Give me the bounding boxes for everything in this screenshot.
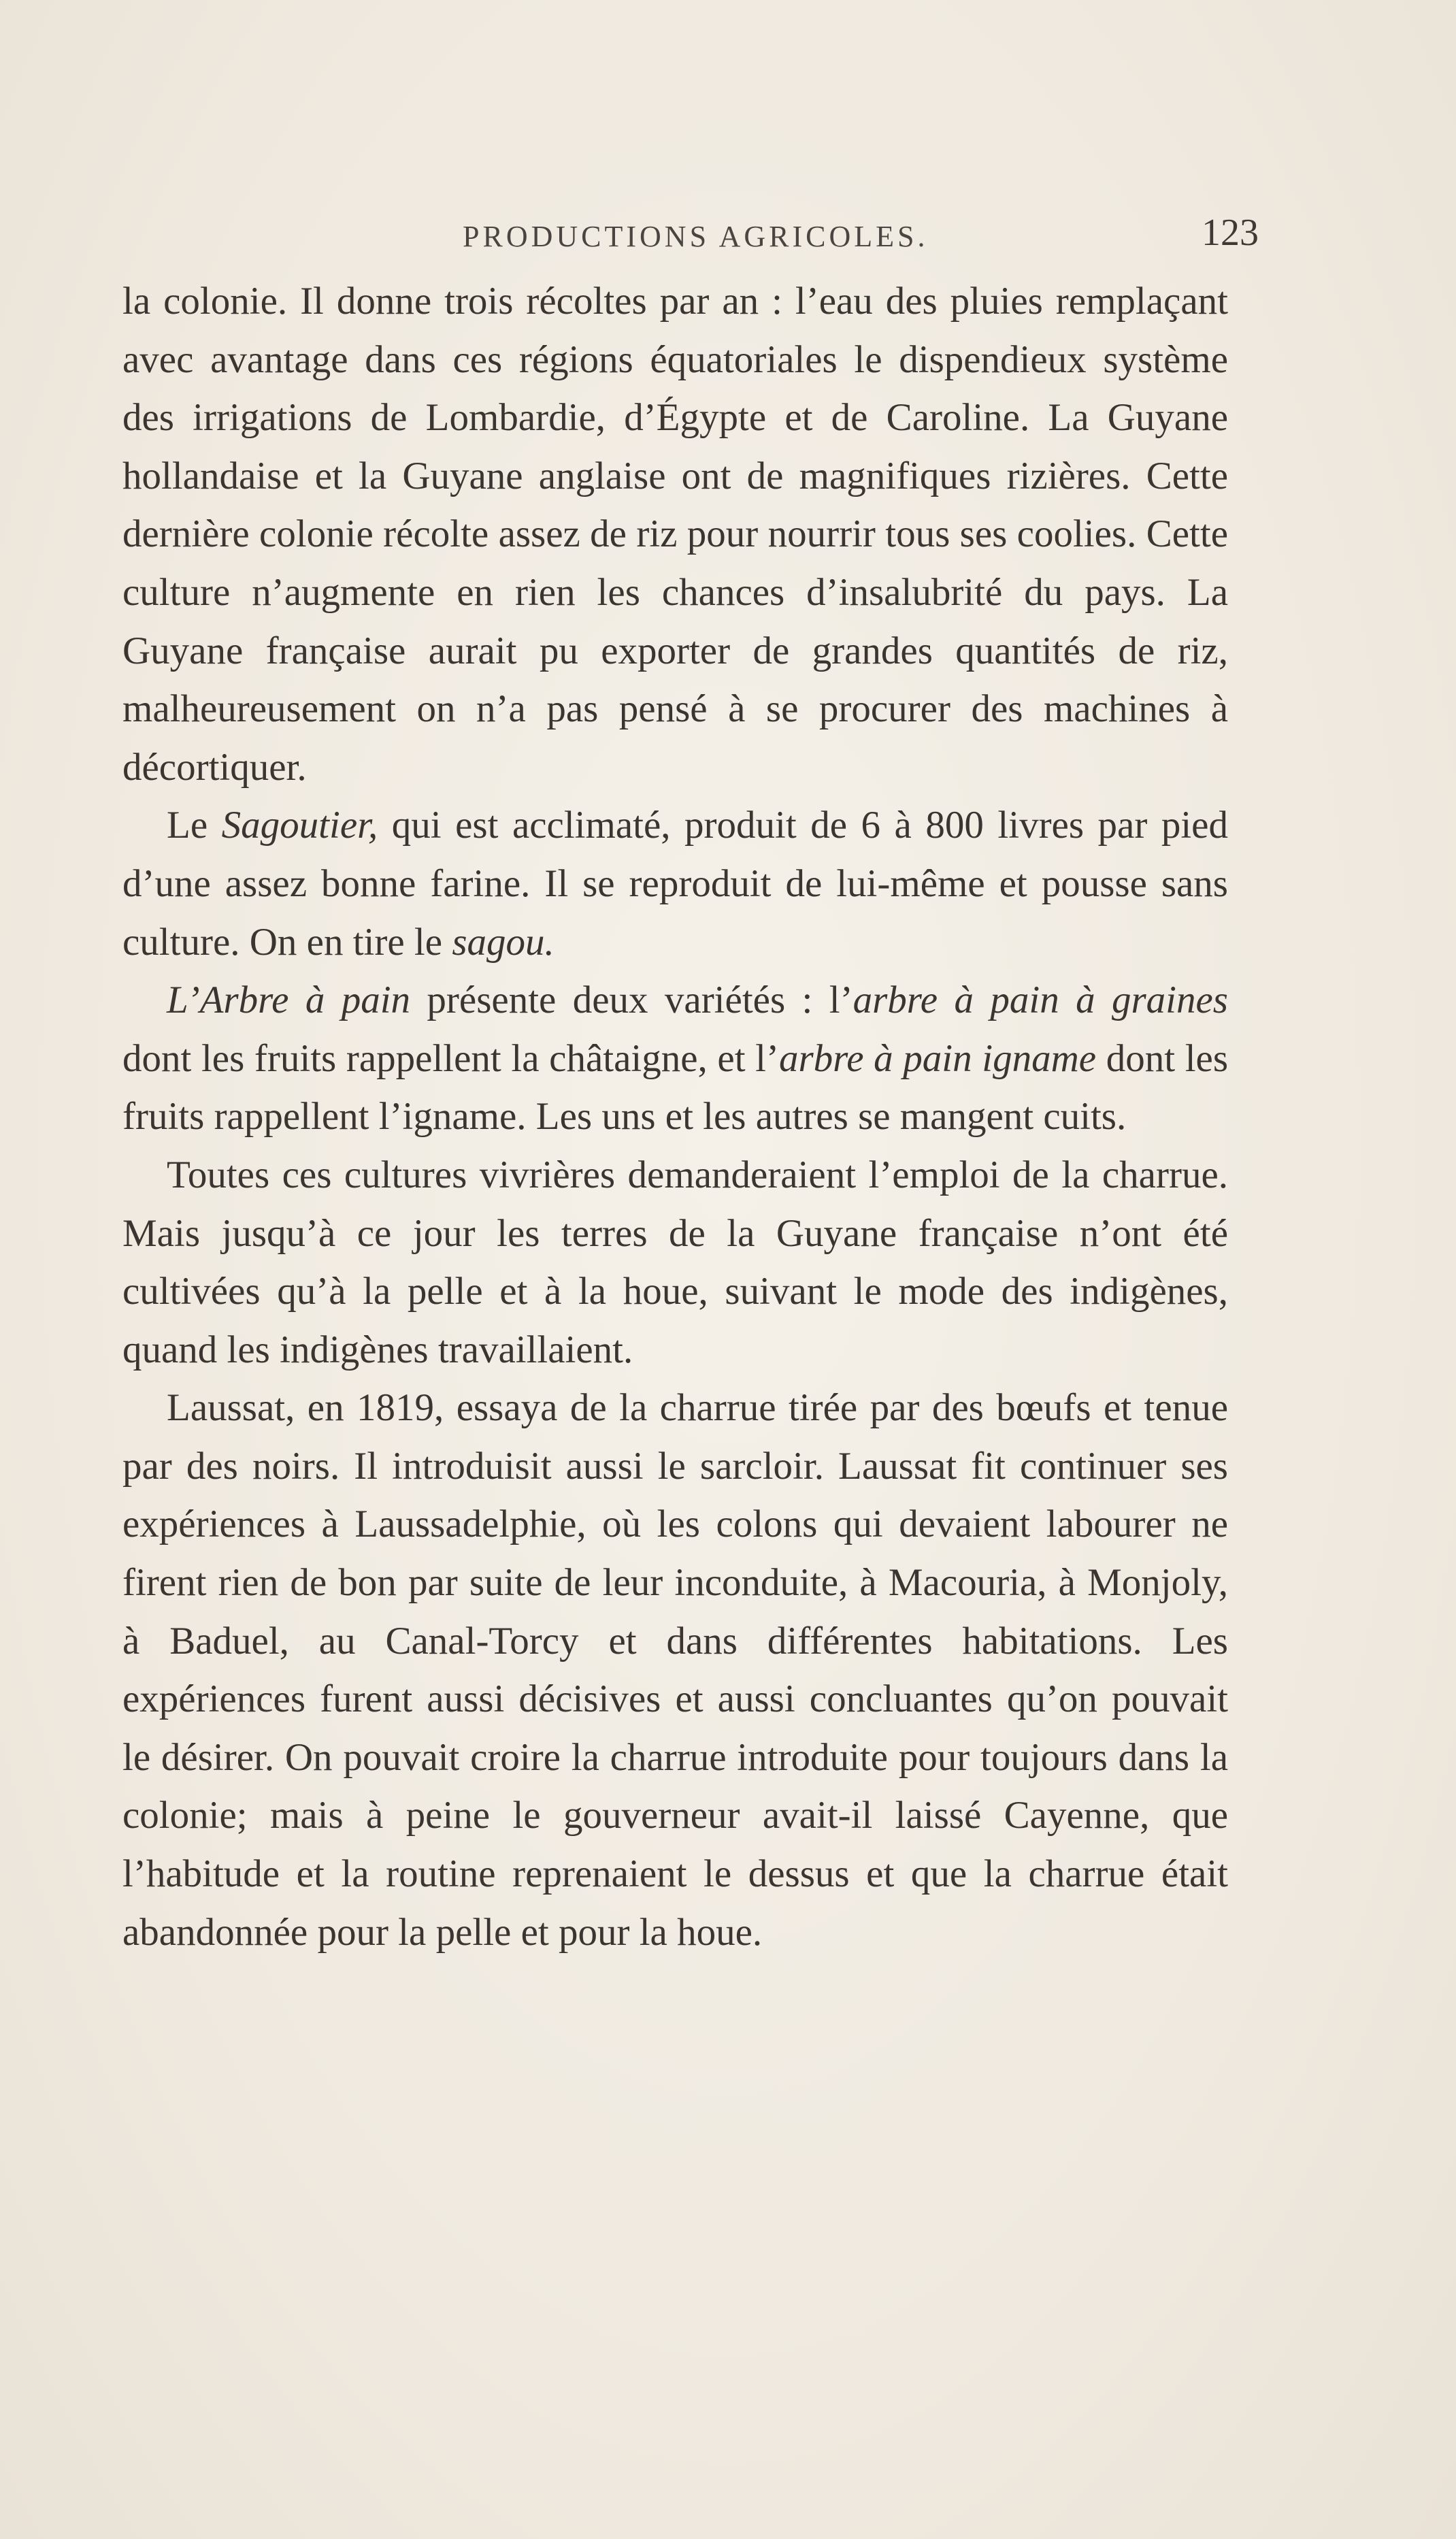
paragraph-arbre-a-pain — [122, 971, 1228, 1146]
paragraph-rice: la colonie. Il donne trois récoltes par an : l’eau des pluies remplaçant avec avantage dans ces régions équatoriales le dispendieux système des irrigations de Lombardie, d’Égypte et de Caroline. La Guyane hollandaise et la Guyane anglaise ont de magnifiques rizières. Cette dernière colonie récolte assez de riz pour nourrir tous ses coolies. Cette culture n’augmente en rien les chances d’insalubrité du pays. La Guyane française aurait pu exporter de grandes quantités de riz, malheureusement on n’a pas pensé à se procurer des machines à décortiquer. — [122, 280, 1228, 789]
text-run: présente deux variétés : l’ — [410, 979, 853, 1022]
paragraph-laussat: Laussat, en 1819, essaya de la charrue tirée par des bœufs et tenue par des noirs. Il introduisit aussi le sarcloir. Laussat fit continuer ses expériences à Laussadelphie, où les colons qui devaient labourer ne firent rien de bon par suite de leur inconduite, à Macouria, à Monjoly, à Baduel, au Canal-Torcy et dans différentes habitations. Les expériences furent aussi décisives et aussi concluantes qu’on pouvait le désirer. On pouvait croire la charrue introduite pour toujours dans la colonie; mais à peine le gouverneur avait-il laissé Cayenne, que l’habitude et la routine reprenaient le dessus et que la charrue était abandonnée pour la pelle et pour la houe. — [122, 1386, 1228, 1954]
text-run: qui est acclimaté, produit de 6 à 800 livres par pied d’une assez bonne farine. Il se reproduit de lui-même et pousse sans culture. On en tire le — [122, 804, 1228, 964]
page-header — [122, 204, 1259, 265]
paragraph-charrue: Toutes ces cultures vivrières demanderaient l’emploi de la charrue. Mais jusqu’à ce jour les terres de la Guyane française n’ont été cultivées qu’à la pelle et à la houe, suivant le mode des indigènes, quand les indigènes travaillaient. — [122, 1153, 1228, 1371]
term-arbre-a-pain-a-graines: arbre à pain à graines — [853, 979, 1228, 1022]
paragraph-sagoutier — [122, 796, 1228, 971]
text-run: dont les fruits rappellent la châtaigne, et l’ — [122, 1036, 779, 1080]
term-arbre-a-pain: L’Arbre à pain — [167, 979, 411, 1022]
text-run: dont les fruits rappellent l’igname. Les uns et les autres se mangent cuits. — [122, 1036, 1229, 1139]
term-sagoutier: Sagoutier, — [221, 804, 378, 847]
term-arbre-a-pain-igname: arbre à pain igname — [779, 1036, 1097, 1080]
text-run: Le — [167, 804, 222, 847]
page-number: 123 — [1202, 212, 1259, 254]
body-text — [122, 272, 1228, 1961]
running-head: PRODUCTIONS AGRICOLES. — [463, 220, 929, 253]
term-sagou: sagou. — [452, 920, 555, 964]
